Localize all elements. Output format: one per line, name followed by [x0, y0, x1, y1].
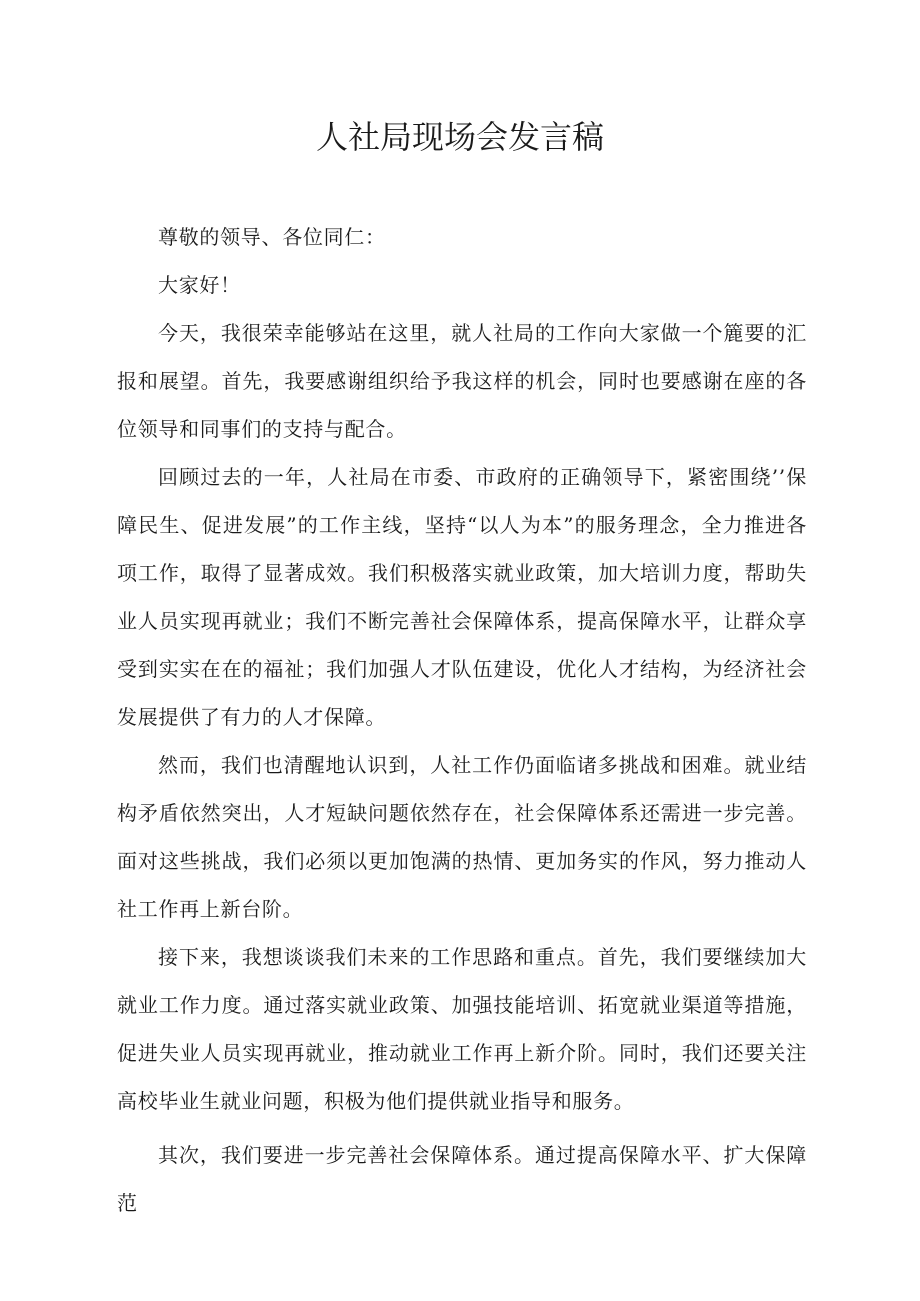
page-title: 人社局现场会发言稿: [315, 118, 604, 156]
paragraph: 今天，我很荣幸能够站在这里，就人社局的工作向大家做一个簏要的汇报和展望。首先，我要感谢组织给予我这样的机会，同时也要感谢在座的各位领导和同事们的支持与配合。: [117, 321, 807, 441]
paragraph: 接下来，我想谈谈我们未来的工作思路和重点。首先，我们要继续加大就业工作力度。通过落实就业政策、加强技能培训、拓宽就业渠道等措施，促进失业人员实现再就业，推动就业工作再上新介阶。同时，我们还要关注高校毕业生就业问题，积极为他们提供就业指导和服务。: [117, 945, 807, 1113]
paragraph: 其次，我们要进一步完善社会保障体系。通过提高保障水平、扩大保障范: [117, 1143, 807, 1215]
salutation: 尊敬的领导、各位同仁：: [158, 225, 386, 249]
document-body: [117, 213, 807, 1227]
paragraph: 回顾过去的一年，人社局在市委、市政府的正确领导下，紧密围绕’’保障民生、促进发展”的工作主线，坚持“以人为本”的服务理念，全力推进各项工作，取得了显著成效。我们积极落实就业政策，加大培训力度，帮助失业人员实现再就业；我们不断完善社会保障体系，提高保障水平，让群众享受到实实在在的福祉；我们加强人才队伍建设，优化人才结构，为经济社会发展提供了有力的人才保障。: [117, 465, 807, 729]
paragraph: 然而，我们也清醒地认识到，人社工作仍面临诸多挑战和困难。就业结构矛盾依然突出，人才短缺问题依然存在，社会保障体系还需进一步完善。面对这些挑战，我们必须以更加饱满的热情、更加务实的作风，努力推动人社工作再上新台阶。: [117, 753, 807, 921]
greeting: 大家好！: [158, 273, 241, 297]
